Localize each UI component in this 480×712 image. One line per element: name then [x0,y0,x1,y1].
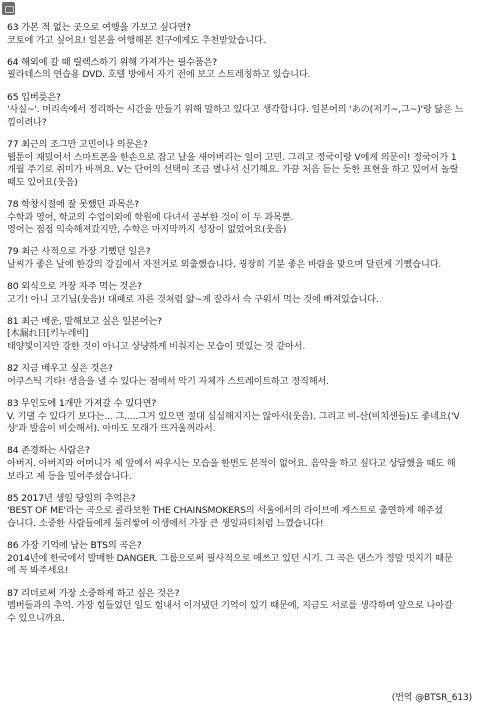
qa-item [7,445,475,483]
question-text: 86 가장 기억에 남는 BTS의 곡은? [7,540,142,552]
answer-text: 웹툰이 재밌어서 스마트폰을 한손으로 잡고 날을 새어버리는 일이 고민. 그리고 정국이랑 V에게 의문이! 정국이가 1 개월 주기로 취미가 바껴요. V는 단어의 선택이 조금 별나서 신기해요. 가끔 처음 듣는 듯한 표현을 하고 있어서 놀랄 때도 있어요(웃음) [7,151,459,188]
answer-text: 필라테스의 연습용 DVD. 호텔 방에서 자기 전에 보고 스트레칭하고 있습니다. [7,69,311,81]
question-text: 87 리더로써 가장 소중하게 하고 싶은 것은? [7,587,180,599]
qa-item [7,22,475,47]
qa-item [7,540,475,578]
question-text: 81 최근 배운, 말해보고 싶은 일본어는? [7,315,162,327]
translation-credit: (번역 @BTSR_613) [391,693,472,703]
qa-list [7,22,475,635]
question-text: 63 가본 적 없는 곳으로 여행을 가보고 싶다면? [7,22,191,33]
answer-text: 아버지. 아버지와 어머니가 제 앞에서 싸우시는 모습을 한번도 본적이 없어요. 음악을 하고 싶다고 상담했을 때도 해 보라고 제 등을 밀어주셨습니다. [7,457,456,482]
answer-text: [木漏れ日[키누레비] 태양빛이지만 강한 것이 아니고 상냥하게 비춰지는 모습이 멋있는 것 같아서. [7,328,306,353]
qa-item [7,199,475,237]
qa-item [7,139,475,189]
qa-item [7,246,475,271]
answer-text: 2014년에 한국에서 발매한 DANGER. 그룹으로써 필사적으로 애쓰고 있던 시기. 그 곡은 댄스가 정말 멋지기 때문 에 꼭 봐주세요! [7,552,453,577]
answer-text: V. 기댈 수 있다기 보다는... 그.....그거 있으면 절대 심심해지지는 않아서(웃음). 그리고 비-산(비치샌들)도 좋네요('V 샹'과 발음이 비슷해서). 아마도 모래가 뜨거울꺼라서. [7,410,460,435]
qa-item [7,92,475,130]
question-text: 85 2017년 생일 당일의 추억은? [7,492,136,504]
answer-text: 코토에 가고 싶어요! 일본을 여행해본 친구에게도 추천받았습니다. [7,34,266,46]
question-text: 78 학창시절에 잘 못했던 과목은? [7,198,139,210]
question-text: 65 입버릇은? [7,91,61,103]
qa-item [7,588,475,626]
answer-text: 멤버들과의 추억. 가장 힘들었던 일도 힘내서 이겨냈던 기억이 있기 때문에, 지금도 서로를 생각하며 앞으로 나아갈 수 있으니까요. [7,600,453,624]
question-text: 77 최근의 조그만 고민이나 의문은? [7,138,148,150]
question-text: 80 외식으로 가장 자주 먹는 것은? [7,281,142,293]
qa-item [7,363,475,388]
question-text: 83 무인도에 1개만 가져갈 수 있다면? [7,398,157,409]
answer-text: 고기! 아니 고기님(웃음)! 대패로 자른 것처럼 얇~게 잘라서 슥 구워서 먹는 것에 빠져있습니다. [7,293,379,305]
answer-text: '사실~'. 머리속에서 정리하는 시간을 만들기 위해 말하고 있다고 생각합니다. 일본어의 'あの(저기~,그~)'랑 닮은 느 낌이려나? [7,104,464,128]
answer-text: 'BEST OF ME'라는 곡으로 콜라보한 THE CHAINSMOKERS의 서울에서의 라이브에 게스트로 출연하게 해주셨 습니다. 소중한 사람들에게 둘러쌓여 이생에서 가장 큰 생일파티처럼 느꼈습니다! [7,505,443,529]
question-text: 64 해외에 갈 때 릴렉스하기 위해 가져가는 필수품은? [7,56,218,68]
qa-item [7,57,475,82]
question-text: 84 존경하는 사람은? [7,445,90,457]
answer-text: 어쿠스틱 기타! 생음을 낼 수 있다는 점에서 악기 자체가 스트레이트하고 정직해서. [7,375,329,387]
answer-text: 수학과 영어, 학교의 수업이외에 학원에 다녀서 공부한 것이 이 두 과목뿐. 영어는 점점 익숙해져갔지만, 수학은 마지막까지 성장이 없었어요(웃음) [7,211,294,236]
answer-text: 날씨가 좋은 날에 한강의 강길에서 자전거로 외출했습니다. 굉장히 기분 좋은 바람을 맞으며 달린게 기뻤습니다. [7,258,442,270]
qa-item [7,281,475,306]
image-badge-icon [2,2,15,15]
question-text: 82 지금 배우고 싶은 것은? [7,363,113,375]
qa-item [7,316,475,354]
qa-item [7,493,475,531]
question-text: 79 최근 사적으로 가장 기뻤던 일은? [7,246,151,258]
qa-item [7,398,475,436]
